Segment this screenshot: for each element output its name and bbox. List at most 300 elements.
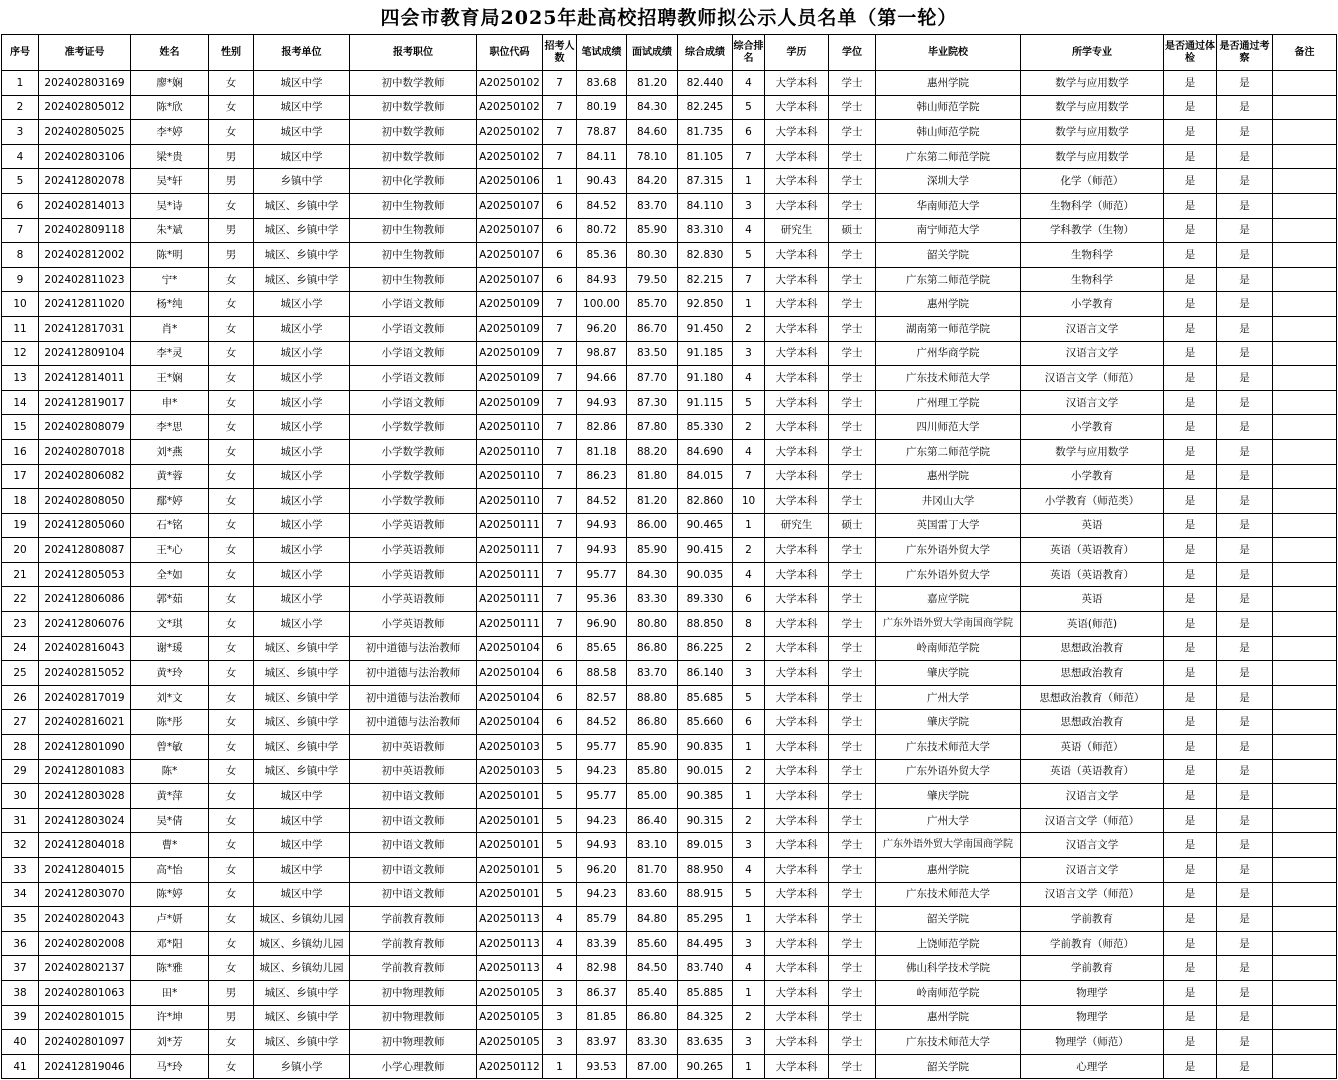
table-cell: 学士 <box>829 882 876 907</box>
table-cell: 女 <box>209 858 254 883</box>
table-cell: 大学本科 <box>765 169 829 194</box>
table-cell: 城区、乡镇中学 <box>254 218 350 243</box>
table-cell: 32 <box>2 833 39 858</box>
table-cell: 大学本科 <box>765 144 829 169</box>
table-row <box>2 439 1337 464</box>
table-cell: 94.93 <box>577 538 627 563</box>
table-cell: 宁* <box>131 267 209 292</box>
table-cell: 是 <box>1217 931 1273 956</box>
table-cell: 5 <box>543 784 577 809</box>
table-cell: A20250113 <box>477 956 543 981</box>
table-cell <box>1273 267 1337 292</box>
table-cell: 文*琪 <box>131 612 209 637</box>
table-cell: 韶关学院 <box>876 243 1021 268</box>
table-cell: 研究生 <box>765 218 829 243</box>
table-cell: 申* <box>131 390 209 415</box>
table-cell: 92.850 <box>678 292 733 317</box>
table-cell: 化学（师范） <box>1021 169 1164 194</box>
table-cell: 91.180 <box>678 366 733 391</box>
table-cell: 男 <box>209 144 254 169</box>
table-cell: 83.10 <box>627 833 678 858</box>
table-cell: 1 <box>733 169 765 194</box>
table-cell: 广东外语外贸大学 <box>876 562 1021 587</box>
table-cell: 城区、乡镇中学 <box>254 710 350 735</box>
table-cell: 83.70 <box>627 193 678 218</box>
table-cell: 城区、乡镇中学 <box>254 735 350 760</box>
table-cell: 广东技术师范大学 <box>876 735 1021 760</box>
table-cell: A20250104 <box>477 710 543 735</box>
table-cell: 韩山师范学院 <box>876 95 1021 120</box>
table-cell: 202402806082 <box>39 464 131 489</box>
table-cell: 84.015 <box>678 464 733 489</box>
table-cell: A20250110 <box>477 489 543 514</box>
table-cell: 81.80 <box>627 464 678 489</box>
table-cell: 7 <box>543 71 577 96</box>
table-cell: 93.53 <box>577 1054 627 1079</box>
table-cell: 肇庆学院 <box>876 710 1021 735</box>
table-cell: 100.00 <box>577 292 627 317</box>
table-cell: 王*娴 <box>131 366 209 391</box>
table-row <box>2 292 1337 317</box>
table-cell: 学士 <box>829 341 876 366</box>
table-cell: 28 <box>2 735 39 760</box>
table-cell: 广东外语外贸大学南国商学院 <box>876 612 1021 637</box>
table-cell <box>1273 808 1337 833</box>
table-body <box>2 71 1337 1079</box>
table-cell: 初中数学教师 <box>350 120 477 145</box>
table-cell: A20250107 <box>477 243 543 268</box>
table-cell: A20250109 <box>477 390 543 415</box>
table-cell: 是 <box>1217 1005 1273 1030</box>
table-cell: 82.830 <box>678 243 733 268</box>
table-cell <box>1273 144 1337 169</box>
table-cell: 深圳大学 <box>876 169 1021 194</box>
table-cell: 男 <box>209 218 254 243</box>
table-cell: 88.58 <box>577 661 627 686</box>
table-row <box>2 1030 1337 1055</box>
table-cell: A20250111 <box>477 612 543 637</box>
table-cell: 小学英语教师 <box>350 587 477 612</box>
table-cell: 小学教育 <box>1021 464 1164 489</box>
table-cell: 大学本科 <box>765 587 829 612</box>
table-cell: 是 <box>1164 685 1217 710</box>
table-cell: 84.11 <box>577 144 627 169</box>
table-cell: 城区小学 <box>254 513 350 538</box>
table-cell: 是 <box>1164 415 1217 440</box>
table-cell: 广州大学 <box>876 685 1021 710</box>
table-cell: 城区中学 <box>254 808 350 833</box>
table-cell: 88.915 <box>678 882 733 907</box>
table-cell: 86.225 <box>678 636 733 661</box>
table-cell: 女 <box>209 661 254 686</box>
table-cell <box>1273 120 1337 145</box>
table-cell: 小学语文教师 <box>350 366 477 391</box>
table-cell: 广州华商学院 <box>876 341 1021 366</box>
table-cell: 是 <box>1217 439 1273 464</box>
table-cell: 初中道德与法治教师 <box>350 661 477 686</box>
table-cell: 吴*诗 <box>131 193 209 218</box>
table-cell: 5 <box>733 882 765 907</box>
table-cell: 是 <box>1164 169 1217 194</box>
table-cell: 5 <box>2 169 39 194</box>
table-cell: 88.80 <box>627 685 678 710</box>
table-cell: 学士 <box>829 415 876 440</box>
table-cell: 1 <box>543 169 577 194</box>
table-cell: 谢*瑗 <box>131 636 209 661</box>
table-cell: 202412819017 <box>39 390 131 415</box>
table-cell: 80.30 <box>627 243 678 268</box>
table-row <box>2 243 1337 268</box>
table-cell: 学士 <box>829 907 876 932</box>
table-cell: 学士 <box>829 661 876 686</box>
table-cell: 34 <box>2 882 39 907</box>
table-cell: 91.450 <box>678 316 733 341</box>
table-cell: 6 <box>543 267 577 292</box>
table-cell: 94.23 <box>577 808 627 833</box>
table-cell: 初中道德与法治教师 <box>350 685 477 710</box>
table-cell: 女 <box>209 267 254 292</box>
table-cell: 郭*茹 <box>131 587 209 612</box>
table-cell: 5 <box>543 735 577 760</box>
table-cell: 7 <box>733 267 765 292</box>
table-cell: 是 <box>1217 833 1273 858</box>
table-cell: 城区、乡镇中学 <box>254 980 350 1005</box>
table-cell: 女 <box>209 907 254 932</box>
column-header: 职位代码 <box>477 35 543 71</box>
table-row <box>2 808 1337 833</box>
table-cell: 7 <box>543 316 577 341</box>
table-cell: 初中物理教师 <box>350 980 477 1005</box>
table-cell: A20250104 <box>477 636 543 661</box>
column-header: 姓名 <box>131 35 209 71</box>
table-cell: 19 <box>2 513 39 538</box>
table-cell: 4 <box>733 439 765 464</box>
table-cell: 学士 <box>829 292 876 317</box>
table-cell: 6 <box>543 243 577 268</box>
table-cell: A20250111 <box>477 562 543 587</box>
table-cell: 是 <box>1164 489 1217 514</box>
table-cell: 城区小学 <box>254 390 350 415</box>
table-cell: 初中英语教师 <box>350 759 477 784</box>
table-cell: 大学本科 <box>765 612 829 637</box>
table-row <box>2 612 1337 637</box>
table-cell: 汉语言文学（师范） <box>1021 808 1164 833</box>
table-cell: 1 <box>733 735 765 760</box>
table-cell: 是 <box>1164 808 1217 833</box>
table-cell: 大学本科 <box>765 120 829 145</box>
table-cell: 小学数学教师 <box>350 464 477 489</box>
table-cell: 城区小学 <box>254 562 350 587</box>
table-row <box>2 366 1337 391</box>
table-cell: 乡镇小学 <box>254 1054 350 1079</box>
table-cell: 202402817019 <box>39 685 131 710</box>
table-cell: 学士 <box>829 636 876 661</box>
table-cell: 8 <box>733 612 765 637</box>
table-cell: 85.685 <box>678 685 733 710</box>
table-row <box>2 735 1337 760</box>
table-cell: 12 <box>2 341 39 366</box>
table-cell: 广东技术师范大学 <box>876 1030 1021 1055</box>
table-cell: 女 <box>209 439 254 464</box>
table-cell: 学前教育 <box>1021 956 1164 981</box>
table-cell: 96.90 <box>577 612 627 637</box>
table-cell: 城区、乡镇幼儿园 <box>254 956 350 981</box>
table-cell: 城区、乡镇中学 <box>254 1005 350 1030</box>
table-cell: 是 <box>1164 193 1217 218</box>
table-cell: 82.215 <box>678 267 733 292</box>
table-cell: 大学本科 <box>765 907 829 932</box>
table-cell <box>1273 439 1337 464</box>
table-cell: 女 <box>209 759 254 784</box>
table-cell: 4 <box>2 144 39 169</box>
table-cell: 是 <box>1217 980 1273 1005</box>
table-cell: 学士 <box>829 612 876 637</box>
table-cell: 城区中学 <box>254 882 350 907</box>
table-cell: 城区中学 <box>254 120 350 145</box>
table-cell: 小学教育（师范类） <box>1021 489 1164 514</box>
table-cell: 84.110 <box>678 193 733 218</box>
table-cell: 10 <box>2 292 39 317</box>
table-cell: 城区、乡镇中学 <box>254 759 350 784</box>
table-cell: 南宁师范大学 <box>876 218 1021 243</box>
table-cell: 城区中学 <box>254 784 350 809</box>
table-cell: 202402808050 <box>39 489 131 514</box>
table-cell: 83.68 <box>577 71 627 96</box>
table-cell: 84.325 <box>678 1005 733 1030</box>
table-row <box>2 95 1337 120</box>
table-cell: A20250105 <box>477 980 543 1005</box>
table-cell: 94.23 <box>577 882 627 907</box>
table-cell: 大学本科 <box>765 784 829 809</box>
table-cell: 202402802043 <box>39 907 131 932</box>
table-cell: 2 <box>733 415 765 440</box>
table-cell: 2 <box>733 316 765 341</box>
table-cell: A20250111 <box>477 513 543 538</box>
table-cell: 7 <box>543 341 577 366</box>
table-cell: 7 <box>543 612 577 637</box>
table-cell: 大学本科 <box>765 193 829 218</box>
table-cell: 202412808087 <box>39 538 131 563</box>
table-cell: A20250109 <box>477 366 543 391</box>
table-cell: 井冈山大学 <box>876 489 1021 514</box>
table-cell: 85.40 <box>627 980 678 1005</box>
table-cell: 小学教育 <box>1021 292 1164 317</box>
table-cell: 大学本科 <box>765 415 829 440</box>
column-header: 备注 <box>1273 35 1337 71</box>
table-cell: 7 <box>543 513 577 538</box>
table-cell: 广州大学 <box>876 808 1021 833</box>
table-cell: 女 <box>209 685 254 710</box>
table-cell: 7 <box>543 538 577 563</box>
table-cell: 95.77 <box>577 735 627 760</box>
table-cell: 惠州学院 <box>876 1005 1021 1030</box>
table-cell: 8 <box>2 243 39 268</box>
table-cell: 小学数学教师 <box>350 439 477 464</box>
table-cell: 202402802008 <box>39 931 131 956</box>
table-cell: 刘*燕 <box>131 439 209 464</box>
table-cell: 女 <box>209 833 254 858</box>
table-cell: A20250105 <box>477 1005 543 1030</box>
table-cell: A20250101 <box>477 882 543 907</box>
table-cell: 大学本科 <box>765 71 829 96</box>
table-cell: 学士 <box>829 439 876 464</box>
table-cell: 10 <box>733 489 765 514</box>
table-cell: 学士 <box>829 735 876 760</box>
table-row <box>2 1054 1337 1079</box>
table-cell: 城区、乡镇中学 <box>254 685 350 710</box>
table-cell: 83.97 <box>577 1030 627 1055</box>
table-cell: 85.90 <box>627 735 678 760</box>
table-cell: 小学教育 <box>1021 415 1164 440</box>
table-cell: 大学本科 <box>765 439 829 464</box>
table-cell: 陈*雅 <box>131 956 209 981</box>
table-cell: 梁*贵 <box>131 144 209 169</box>
table-cell: 广东第二师范学院 <box>876 439 1021 464</box>
table-cell: 84.50 <box>627 956 678 981</box>
table-cell: 是 <box>1217 759 1273 784</box>
table-cell: 是 <box>1217 612 1273 637</box>
table-cell: 202412804015 <box>39 858 131 883</box>
table-row <box>2 710 1337 735</box>
table-cell: 202412811020 <box>39 292 131 317</box>
table-cell: 82.98 <box>577 956 627 981</box>
table-cell: 佛山科学技术学院 <box>876 956 1021 981</box>
table-cell: 202402809118 <box>39 218 131 243</box>
table-cell: 84.93 <box>577 267 627 292</box>
table-cell: 肇庆学院 <box>876 784 1021 809</box>
column-header: 综合成绩 <box>678 35 733 71</box>
table-cell: 30 <box>2 784 39 809</box>
column-header: 所学专业 <box>1021 35 1164 71</box>
table-cell: 4 <box>733 71 765 96</box>
table-cell: 是 <box>1217 218 1273 243</box>
table-row <box>2 489 1337 514</box>
table-cell: 3 <box>733 193 765 218</box>
table-cell: 惠州学院 <box>876 464 1021 489</box>
column-header: 报考职位 <box>350 35 477 71</box>
table-cell: 4 <box>733 956 765 981</box>
table-cell: 1 <box>733 980 765 1005</box>
table-cell: 硕士 <box>829 218 876 243</box>
table-cell: 汉语言文学（师范） <box>1021 366 1164 391</box>
table-cell: 女 <box>209 415 254 440</box>
table-cell: 7 <box>543 95 577 120</box>
table-cell: 大学本科 <box>765 1030 829 1055</box>
table-cell: 广东第二师范学院 <box>876 144 1021 169</box>
table-cell: 英语（英语教育） <box>1021 538 1164 563</box>
table-cell: 85.885 <box>678 980 733 1005</box>
table-cell: 城区小学 <box>254 316 350 341</box>
table-cell: 学士 <box>829 710 876 735</box>
table-cell: 是 <box>1164 366 1217 391</box>
table-cell: 1 <box>543 1054 577 1079</box>
table-cell: 是 <box>1217 858 1273 883</box>
table-cell: 82.860 <box>678 489 733 514</box>
column-header: 性别 <box>209 35 254 71</box>
table-cell: 85.65 <box>577 636 627 661</box>
table-cell: 81.18 <box>577 439 627 464</box>
table-cell: 83.740 <box>678 956 733 981</box>
table-cell: 全*如 <box>131 562 209 587</box>
table-cell: 22 <box>2 587 39 612</box>
table-row <box>2 267 1337 292</box>
table-cell <box>1273 292 1337 317</box>
table-cell: 学士 <box>829 366 876 391</box>
table-cell <box>1273 193 1337 218</box>
table-cell: 女 <box>209 341 254 366</box>
table-cell: 初中英语教师 <box>350 735 477 760</box>
table-cell: 英语（英语教育） <box>1021 562 1164 587</box>
table-cell: 82.245 <box>678 95 733 120</box>
table-cell <box>1273 513 1337 538</box>
table-cell: 82.440 <box>678 71 733 96</box>
table-cell: 84.52 <box>577 193 627 218</box>
table-cell: 7 <box>543 489 577 514</box>
table-cell: 是 <box>1164 316 1217 341</box>
table-cell: 思想政治教育（师范） <box>1021 685 1164 710</box>
column-header: 毕业院校 <box>876 35 1021 71</box>
table-cell: 85.90 <box>627 218 678 243</box>
table-cell: 城区、乡镇中学 <box>254 636 350 661</box>
table-cell: 是 <box>1217 710 1273 735</box>
table-row <box>2 858 1337 883</box>
table-cell: 小学心理教师 <box>350 1054 477 1079</box>
table-cell: 大学本科 <box>765 292 829 317</box>
table-cell: 202412806076 <box>39 612 131 637</box>
table-cell: 是 <box>1164 710 1217 735</box>
table-cell: 大学本科 <box>765 833 829 858</box>
table-cell: 李*婷 <box>131 120 209 145</box>
table-cell: 大学本科 <box>765 808 829 833</box>
table-cell: 初中语文教师 <box>350 808 477 833</box>
table-cell: A20250113 <box>477 907 543 932</box>
table-cell: 汉语言文学 <box>1021 858 1164 883</box>
table-cell: 汉语言文学 <box>1021 390 1164 415</box>
table-cell: 是 <box>1217 661 1273 686</box>
table-cell: 城区小学 <box>254 464 350 489</box>
table-cell: 1 <box>2 71 39 96</box>
table-cell: 小学语文教师 <box>350 292 477 317</box>
table-cell: 6 <box>543 636 577 661</box>
table-cell: 87.315 <box>678 169 733 194</box>
column-header: 报考单位 <box>254 35 350 71</box>
table-cell: 36 <box>2 931 39 956</box>
table-cell <box>1273 1030 1337 1055</box>
table-cell: 大学本科 <box>765 980 829 1005</box>
table-cell: 学士 <box>829 833 876 858</box>
table-cell: 黄*萍 <box>131 784 209 809</box>
table-cell: 是 <box>1217 489 1273 514</box>
table-cell: 83.50 <box>627 341 678 366</box>
table-cell: 86.40 <box>627 808 678 833</box>
table-cell: 6 <box>543 685 577 710</box>
table-cell: 6 <box>543 218 577 243</box>
table-cell: 94.93 <box>577 513 627 538</box>
column-header: 面试成绩 <box>627 35 678 71</box>
table-cell <box>1273 858 1337 883</box>
table-cell: 大学本科 <box>765 685 829 710</box>
table-cell <box>1273 341 1337 366</box>
table-cell: 7 <box>543 390 577 415</box>
table-cell: 87.30 <box>627 390 678 415</box>
table-cell: 202402812002 <box>39 243 131 268</box>
table-cell: 202412817031 <box>39 316 131 341</box>
table-cell: 大学本科 <box>765 243 829 268</box>
table-cell: 韩山师范学院 <box>876 120 1021 145</box>
table-cell: 是 <box>1217 193 1273 218</box>
table-cell: 84.60 <box>627 120 678 145</box>
table-cell: 3 <box>733 931 765 956</box>
